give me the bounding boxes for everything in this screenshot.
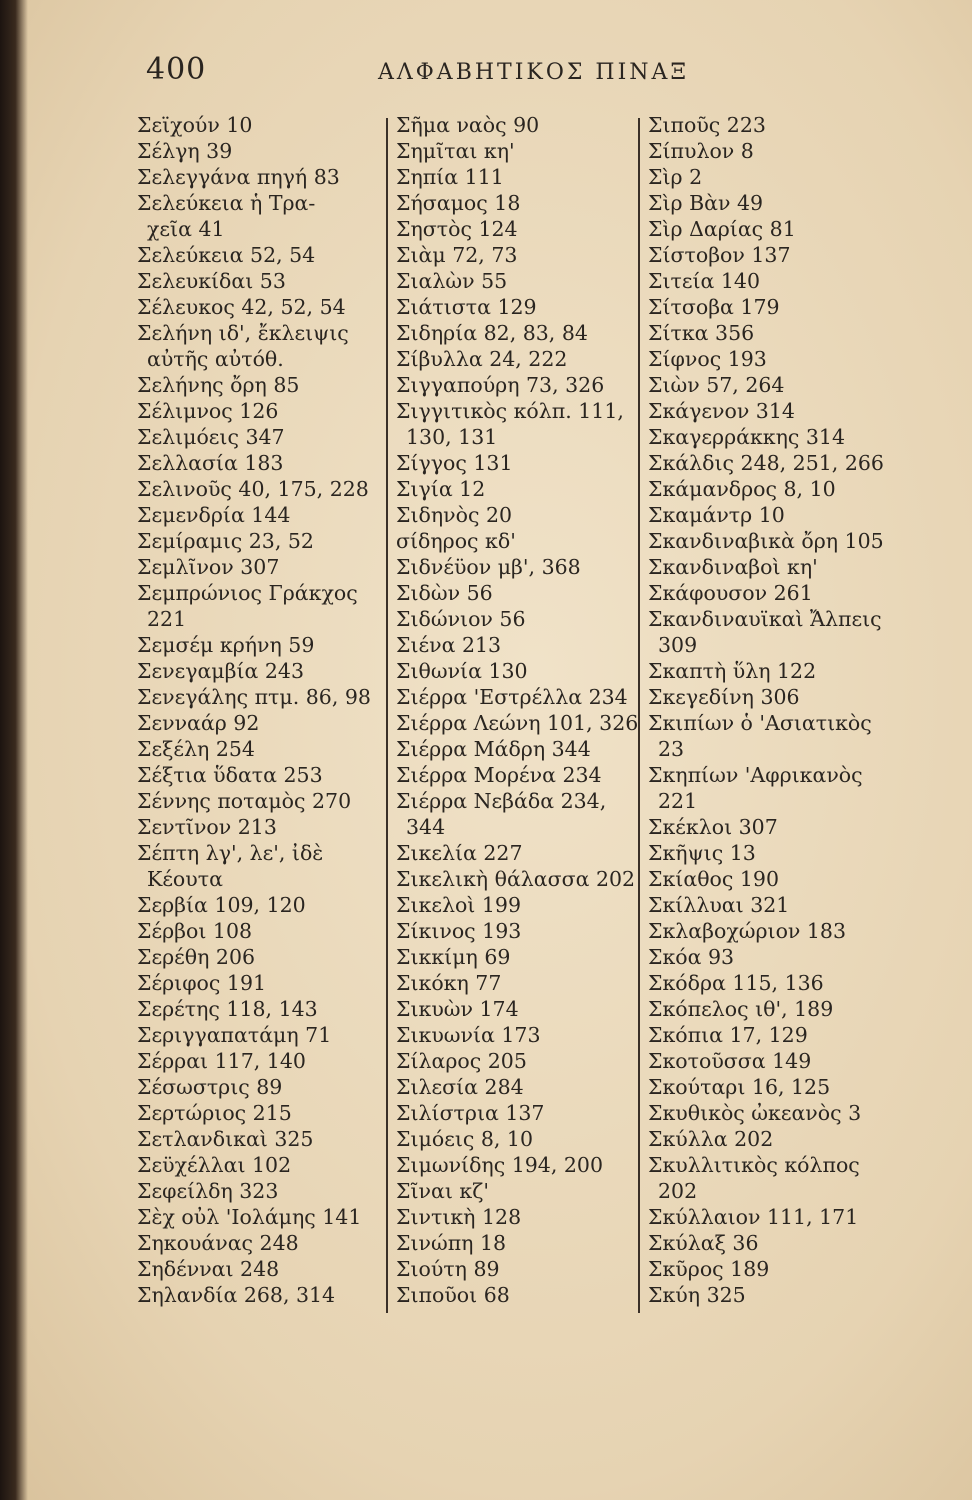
index-entry: Σετλανδικαὶ 325 bbox=[137, 1127, 314, 1151]
index-entry: Σκόδρα 115, 136 bbox=[648, 971, 824, 995]
index-entry: Σηστὸς 124 bbox=[396, 217, 518, 241]
index-entry: Σὲχ οὐλ 'Ιολάμης 141 bbox=[137, 1205, 362, 1229]
index-entry: χεῖα 41 bbox=[147, 217, 225, 241]
index-entry: Σιλίστρια 137 bbox=[396, 1101, 545, 1125]
binding-edge bbox=[0, 0, 28, 1500]
index-entry: Σίφνος 193 bbox=[648, 347, 767, 371]
index-entry: Σκαγερράκκης 314 bbox=[648, 425, 846, 449]
index-entry: Σίπυλον 8 bbox=[648, 139, 754, 163]
index-entry: Σιμόεις 8, 10 bbox=[396, 1127, 534, 1151]
index-entry: Σερέθη 206 bbox=[137, 945, 256, 969]
index-entry: Σιέρρα Λεώνη 101, 326 bbox=[396, 711, 639, 735]
index-entry: Σεριγγαπατάμη 71 bbox=[137, 1023, 332, 1047]
index-entry: σίδηρος κδ' bbox=[396, 529, 516, 553]
index-entry: Σκανδιναβοὶ κη' bbox=[648, 555, 818, 579]
running-head: ΑΛΦΑΒΗΤΙΚΟΣ ΠΙΝΑΞ bbox=[378, 60, 689, 85]
index-entry: Σκανδιναυϊκαὶ Ἄλπεις bbox=[648, 607, 882, 631]
index-column-2 bbox=[396, 112, 639, 1308]
index-entry: Σιέρρα Μορένα 234 bbox=[396, 763, 602, 787]
index-entry: Σιλεσία 284 bbox=[396, 1075, 524, 1099]
index-entry: Σὶρ Βὰν 49 bbox=[648, 191, 764, 215]
index-entry: Σελεύκεια 52, 54 bbox=[137, 243, 316, 267]
index-entry: Σελινοῦς 40, 175, 228 bbox=[137, 477, 369, 501]
index-entry: Σίστοβον 137 bbox=[648, 243, 791, 267]
index-entry: Σικκίμη 69 bbox=[396, 945, 511, 969]
index-entry: Σιδηνὸς 20 bbox=[396, 503, 513, 527]
index-entry: Σελλασία 183 bbox=[137, 451, 284, 475]
column-rule bbox=[638, 118, 640, 1313]
index-entry: Σηπία 111 bbox=[396, 165, 504, 189]
index-entry: Σιποῦοι 68 bbox=[396, 1283, 510, 1307]
index-entry: Σκῦρος 189 bbox=[648, 1257, 770, 1281]
index-entry: Σέλιμνος 126 bbox=[137, 399, 279, 423]
index-entry: Σιέρρα Νεβάδα 234, bbox=[396, 789, 607, 813]
index-entry: Σίτσοβα 179 bbox=[648, 295, 780, 319]
index-entry: Σκαμάντρ 10 bbox=[648, 503, 785, 527]
index-entry: Σελεύκεια ἡ Τρα- bbox=[137, 191, 316, 215]
index-entry: Σιάτιστα 129 bbox=[396, 295, 537, 319]
index-entry: Σελιμόεις 347 bbox=[137, 425, 285, 449]
index-entry: 309 bbox=[658, 633, 698, 657]
index-entry: Σκύλλα 202 bbox=[648, 1127, 774, 1151]
index-entry: Σκῆψις 13 bbox=[648, 841, 756, 865]
index-entry: Σέλευκος 42, 52, 54 bbox=[137, 295, 346, 319]
index-entry: Σίβυλλα 24, 222 bbox=[396, 347, 568, 371]
index-entry: Σελευκίδαι 53 bbox=[137, 269, 286, 293]
index-entry: Σκλαβοχώριον 183 bbox=[648, 919, 847, 943]
index-entry: Σκηπίων 'Αφρικανὸς bbox=[648, 763, 863, 787]
index-entry: Σιγία 12 bbox=[396, 477, 486, 501]
index-entry: Σκάγενον 314 bbox=[648, 399, 795, 423]
index-entry: Σεϊχούν 10 bbox=[137, 113, 253, 137]
index-entry: Σίτκα 356 bbox=[648, 321, 755, 345]
index-entry: Σῖναι κζ' bbox=[396, 1179, 489, 1203]
index-entry: Σηλανδία 268, 314 bbox=[137, 1283, 336, 1307]
index-entry: Σιούτη 89 bbox=[396, 1257, 500, 1281]
index-entry: Σηκουάνας 248 bbox=[137, 1231, 299, 1255]
index-entry: Σεμσέμ κρήνη 59 bbox=[137, 633, 315, 657]
index-entry: Σκέκλοι 307 bbox=[648, 815, 778, 839]
index-entry: Σκάφουσον 261 bbox=[648, 581, 813, 605]
index-entry: Σίγγος 131 bbox=[396, 451, 513, 475]
index-entry: Σιποῦς 223 bbox=[648, 113, 766, 137]
index-entry: Σκεγεδίνη 306 bbox=[648, 685, 800, 709]
index-entry: Σινώπη 18 bbox=[396, 1231, 507, 1255]
index-entry: Σικελία 227 bbox=[396, 841, 523, 865]
index-entry: Σκανδιναβικὰ ὄρη 105 bbox=[648, 529, 884, 553]
index-entry: Σελήνης ὄρη 85 bbox=[137, 373, 300, 397]
index-entry: Σερτώριος 215 bbox=[137, 1101, 292, 1125]
index-entry: Σιντικὴ 128 bbox=[396, 1205, 522, 1229]
index-entry: Σέπτη λγ', λε', ἰδὲ bbox=[137, 841, 324, 865]
index-entry: Σιτεία 140 bbox=[648, 269, 761, 293]
index-entry: Σκούταρι 16, 125 bbox=[648, 1075, 831, 1099]
index-entry: Σῆμα ναὸς 90 bbox=[396, 113, 540, 137]
index-entry: Σιὼν 57, 264 bbox=[648, 373, 785, 397]
index-entry: Σερέτης 118, 143 bbox=[137, 997, 318, 1021]
index-entry: Σκίλλυαι 321 bbox=[648, 893, 790, 917]
index-entry: Σεϋχέλλαι 102 bbox=[137, 1153, 292, 1177]
index-entry: Σκύλλαιον 111, 171 bbox=[648, 1205, 859, 1229]
index-entry: Σεμίραμις 23, 52 bbox=[137, 529, 314, 553]
index-entry: 23 bbox=[658, 737, 685, 761]
index-entry: Σέννης ποταμὸς 270 bbox=[137, 789, 352, 813]
index-entry: Σημῖται κη' bbox=[396, 139, 515, 163]
index-entry: Σιγγιτικὸς κόλπ. 111, bbox=[396, 399, 624, 423]
index-entry: Σήσαμος 18 bbox=[396, 191, 521, 215]
index-entry: Σκοτοῦσσα 149 bbox=[648, 1049, 812, 1073]
index-entry: Σὶρ 2 bbox=[648, 165, 703, 189]
index-entry: Σιμωνίδης 194, 200 bbox=[396, 1153, 603, 1177]
index-column-1 bbox=[137, 112, 377, 1308]
index-entry: Σέξτια ὕδατα 253 bbox=[137, 763, 323, 787]
index-entry: Σιαλὼν 55 bbox=[396, 269, 508, 293]
index-entry: Σέρβοι 108 bbox=[137, 919, 253, 943]
index-entry: Σκάλδις 248, 251, 266 bbox=[648, 451, 884, 475]
index-entry: 130, 131 bbox=[406, 425, 498, 449]
index-entry: Σελεγγάνα πηγή 83 bbox=[137, 165, 340, 189]
index-entry: Σκόα 93 bbox=[648, 945, 735, 969]
index-entry: Σεμπρώνιος Γράκχος bbox=[137, 581, 358, 605]
index-entry: 221 bbox=[658, 789, 698, 813]
index-entry: Σεμενδρία 144 bbox=[137, 503, 291, 527]
index-entry: Σιδώνιον 56 bbox=[396, 607, 526, 631]
index-entry: Σεμλῖνον 307 bbox=[137, 555, 280, 579]
index-entry: Σίκινος 193 bbox=[396, 919, 522, 943]
index-entry: Σκυλλιτικὸς κόλπος bbox=[648, 1153, 860, 1177]
index-entry: Σίλαρος 205 bbox=[396, 1049, 527, 1073]
index-entry: 202 bbox=[658, 1179, 698, 1203]
index-entry: Σιθωνία 130 bbox=[396, 659, 528, 683]
index-entry: Σικυὼν 174 bbox=[396, 997, 519, 1021]
index-entry: Σέσωστρις 89 bbox=[137, 1075, 283, 1099]
index-column-3 bbox=[648, 112, 883, 1308]
column-rule bbox=[386, 118, 388, 1313]
page-number: 400 bbox=[146, 52, 207, 87]
index-entry: Σκόπελος ιθ', 189 bbox=[648, 997, 834, 1021]
index-entry: Σκίαθος 190 bbox=[648, 867, 779, 891]
index-entry: Σενναάρ 92 bbox=[137, 711, 260, 735]
index-entry: Σηδένναι 248 bbox=[137, 1257, 280, 1281]
index-entry: Σκαπτὴ ὕλη 122 bbox=[648, 659, 817, 683]
index-entry: Σικελοὶ 199 bbox=[396, 893, 521, 917]
index-entry: Σερβία 109, 120 bbox=[137, 893, 306, 917]
index-entry: Σεφείλδη 323 bbox=[137, 1179, 279, 1203]
index-entry: 344 bbox=[406, 815, 446, 839]
index-entry: Σκάμανδρος 8, 10 bbox=[648, 477, 836, 501]
index-entry: Σκυθικὸς ὠκεανὸς 3 bbox=[648, 1101, 862, 1125]
index-entry: αὐτῆς αὐτόθ. bbox=[147, 347, 284, 371]
index-entry: Σκιπίων ὁ 'Ασιατικὸς bbox=[648, 711, 872, 735]
index-entry: Σεξέλη 254 bbox=[137, 737, 255, 761]
index-entry: Σεντῖνον 213 bbox=[137, 815, 277, 839]
index-entry: Σικυωνία 173 bbox=[396, 1023, 541, 1047]
index-entry: Σὶρ Δαρίας 81 bbox=[648, 217, 796, 241]
index-entry: 221 bbox=[147, 607, 187, 631]
index-entry: Σκόπια 17, 129 bbox=[648, 1023, 808, 1047]
index-entry: Σέριφος 191 bbox=[137, 971, 267, 995]
index-entry: Σιὰμ 72, 73 bbox=[396, 243, 518, 267]
index-entry: Σικόκη 77 bbox=[396, 971, 502, 995]
index-entry: Σιέρρα Μάδρη 344 bbox=[396, 737, 591, 761]
index-entry: Σιγγαπούρη 73, 326 bbox=[396, 373, 605, 397]
index-entry: Σιένα 213 bbox=[396, 633, 502, 657]
index-entry: Σιέρρα 'Εστρέλλα 234 bbox=[396, 685, 628, 709]
index-entry: Σέρραι 117, 140 bbox=[137, 1049, 306, 1073]
index-entry: Σενεγάλης πτμ. 86, 98 bbox=[137, 685, 371, 709]
index-entry: Σκύλαξ 36 bbox=[648, 1231, 759, 1255]
index-entry: Σενεγαμβία 243 bbox=[137, 659, 304, 683]
index-entry: Σικελικὴ θάλασσα 202 bbox=[396, 867, 636, 891]
index-entry: Σελήνη ιδ', ἔκλειψις bbox=[137, 321, 349, 345]
index-entry: Σιδηρία 82, 83, 84 bbox=[396, 321, 588, 345]
index-entry: Σκύη 325 bbox=[648, 1283, 746, 1307]
index-entry: Σιδνέϋον μβ', 368 bbox=[396, 555, 581, 579]
index-entry: Σιδὼν 56 bbox=[396, 581, 493, 605]
index-entry: Σέλγη 39 bbox=[137, 139, 233, 163]
index-entry: Κέουτα bbox=[147, 867, 223, 891]
